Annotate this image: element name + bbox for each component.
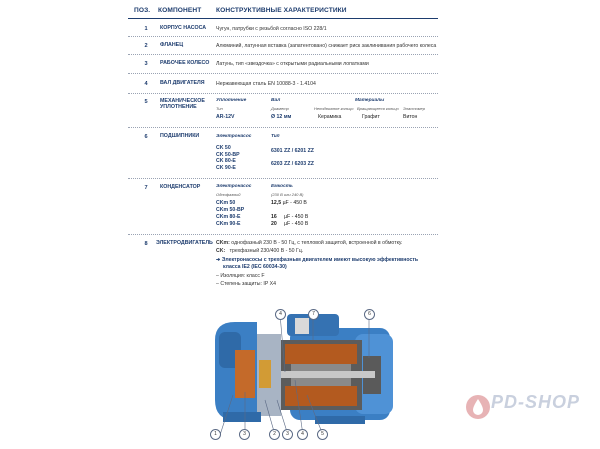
row-6-component: ПОДШИПНИКИ: [160, 133, 200, 139]
row-7-num: 7: [144, 185, 148, 191]
capacitor-value-4: 20 µF - 450 В: [271, 221, 309, 227]
brand-watermark: PD-SHOP: [490, 392, 580, 412]
row-4-spec: Нержавеющая сталь EN 10088-3 - 1.4104: [216, 81, 316, 87]
bearings-type-1: 6301 ZZ / 6201 ZZ: [271, 148, 314, 154]
motor-line-2: CK: трехфазный 230/400 В - 50 Гц.: [216, 248, 304, 254]
bearings-pumps: [216, 145, 240, 171]
row-3-num: 3: [144, 61, 148, 67]
motor-line-1: CKm: однофазный 230 В - 50 Гц, с тепловой защитой, встроенной в обмотку.: [216, 240, 403, 246]
motor-insulation: – Изоляция: класс F: [216, 273, 265, 279]
row-5-rule: [128, 127, 438, 128]
capacitor-pump-1: CKm 50: [216, 200, 236, 206]
row-7-rule: [128, 234, 438, 235]
impeller: [235, 350, 255, 398]
row-5-num: 5: [144, 99, 148, 105]
seal-h-shaft: Вал: [271, 98, 281, 103]
winding-bottom: [285, 386, 357, 406]
capacitor-value-1: 12,5 µF - 450 В: [271, 200, 307, 206]
seal-elast: Витон: [403, 114, 418, 120]
seal-sh-fixed: Неподвижное кольцо: [314, 106, 354, 111]
motor-protection: – Степень защиты: IP X4: [216, 281, 276, 287]
seal-fixed: Керамика: [318, 114, 342, 120]
motor-note-2: класса IE2 (IEC 60034-30): [223, 264, 287, 270]
row-2-rule: [128, 54, 438, 55]
callout-3a: 3: [239, 429, 250, 440]
seal-h-seal: Уплотнение: [216, 98, 247, 103]
row-4-num: 4: [144, 81, 148, 87]
capacitor-value-2: [271, 207, 308, 214]
callout-3b: 3: [282, 429, 293, 440]
row-3-spec: Латунь, тип «звездочка» с открытыми радиальными лопатками: [216, 61, 369, 67]
pump-cutaway-diagram: [195, 300, 405, 445]
row-4-component: ВАЛ ДВИГАТЕЛЯ: [160, 80, 205, 86]
brand-logo-icon: [465, 394, 491, 420]
row-2-spec: Алюминий, латунная вставка (запатентовано) снижает риск заклинивания рабочего колеса: [216, 43, 437, 49]
capacitor-pump-3: CKm 80-E: [216, 214, 241, 220]
row-8-component: ЭЛЕКТРОДВИГАТЕЛЬ: [156, 240, 213, 246]
bearings-type-2: 6203 ZZ / 6203 ZZ: [271, 161, 314, 167]
capacitor-pumps: [216, 200, 244, 228]
pump-foot: [223, 412, 261, 422]
motor-note-1: ➔ Электронасосы с трехфазным двигателем имеют высокую эффективность: [216, 257, 419, 263]
bearings-h-pump: Электронасос: [216, 134, 252, 139]
bearings-h-type: Тип: [271, 134, 280, 139]
row-6-num: 6: [144, 134, 148, 140]
row-6-rule: [128, 178, 438, 179]
callout-5: 5: [317, 429, 328, 440]
row-1-rule: [128, 36, 438, 37]
callout-6: 6: [364, 309, 375, 320]
bearings-pump-3: CK 80-E: [216, 158, 236, 165]
bearings-pump-1: CK 50: [216, 145, 231, 151]
row-1-num: 1: [144, 26, 148, 32]
header-num: ПОЗ.: [134, 7, 151, 14]
callout-4: 4: [297, 429, 308, 440]
capacitor-sh-pump: Однофазный: [216, 192, 241, 197]
row-1-spec: Чугун, патрубки с резьбой согласно ISO 228/1: [216, 26, 327, 32]
capacitor-sh-cap: (230 В или 240 В): [271, 192, 304, 197]
row-2-component: ФЛАНЕЦ: [160, 42, 184, 48]
motor-foot: [315, 416, 365, 424]
capacitor-value-3: 16 µF - 450 В: [271, 214, 309, 220]
row-8-num: 8: [144, 241, 148, 247]
capacitor-values: [271, 200, 308, 228]
capacitor-pump-4: CKm 90-E: [216, 221, 241, 227]
row-2-num: 2: [144, 43, 148, 49]
callout-7: 7: [308, 309, 319, 320]
capacitor-h-pump: Электронасос: [216, 184, 252, 189]
seal-h-materials: Материалы: [355, 98, 385, 103]
capacitor-pump-2: CKm 50-BP: [216, 207, 245, 213]
row-3-component: РАБОЧЕЕ КОЛЕСО: [160, 60, 210, 66]
header-spec: КОНСТРУКТИВНЫЕ ХАРАКТЕРИСТИКИ: [216, 7, 347, 14]
seal-rot: Графит: [362, 114, 380, 120]
header-component: КОМПОНЕНТ: [158, 7, 202, 14]
bearings-pump-2: CK 50-BP: [216, 151, 240, 158]
seal-diam: Ø 12 мм: [271, 114, 292, 120]
winding-top: [285, 344, 357, 364]
capacitor-h-cap: Емкость: [271, 184, 293, 189]
brass-insert: [259, 360, 271, 388]
bearings-pump-4: CK 90-E: [216, 164, 236, 171]
seal-sh-rot: Вращающееся кольцо: [357, 106, 399, 111]
row-5-component: [160, 98, 205, 111]
callout-2: 2: [269, 429, 280, 440]
seal-type: AR-12V: [216, 114, 235, 120]
capacitor: [295, 318, 309, 334]
row-3-rule: [128, 73, 438, 74]
row-5-component-l2: УПЛОТНЕНИЕ: [160, 104, 197, 111]
seal-sh-type: Тип: [216, 106, 223, 111]
row-5-component-l1: МЕХАНИЧЕСКОЕ: [160, 98, 205, 104]
seal-sh-elast: Эластомер: [403, 106, 425, 111]
callout-1: 1: [210, 429, 221, 440]
row-4-rule: [128, 93, 438, 94]
header-rule: [128, 18, 438, 19]
row-1-component: КОРПУС НАСОСА: [160, 25, 207, 31]
seal-sh-diam: Диаметр: [271, 106, 289, 111]
callout-4-top: 4: [275, 309, 286, 320]
row-7-component: КОНДЕНСАТОР: [160, 184, 201, 190]
